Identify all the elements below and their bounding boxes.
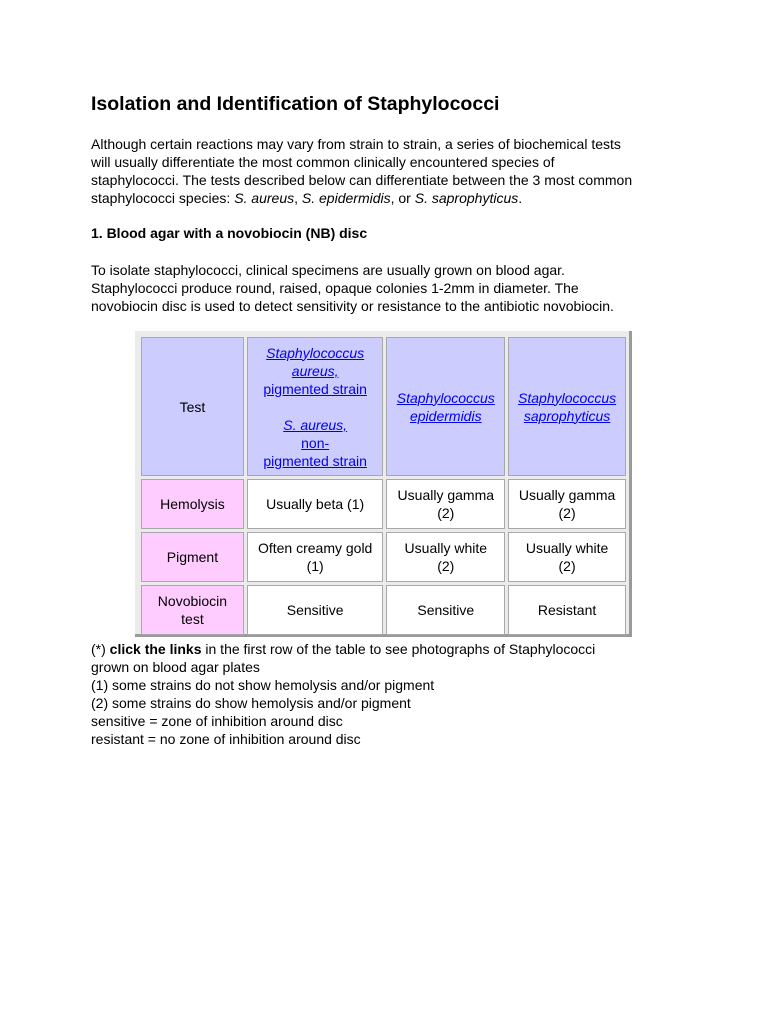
cell-text: Usually white [404, 540, 488, 556]
species-prefix: staphylococci species: [91, 190, 235, 206]
section-heading: 1. Blood agar with a novobiocin (NB) disc [91, 225, 368, 241]
note-click-links [91, 640, 595, 658]
isolation-paragraph [91, 261, 614, 315]
note-line: resistant = no zone of inhibition around disc [91, 731, 361, 747]
table-cell [386, 532, 505, 582]
row-label-text: Pigment [166, 549, 219, 565]
table-row [141, 479, 626, 529]
row-label [141, 532, 244, 582]
row-label-text: Hemolysis [160, 496, 225, 512]
row-label-text: test [181, 611, 204, 627]
intro-line-species [91, 189, 632, 207]
species-epidermidis: S. epidermidis [301, 190, 391, 206]
header-test [141, 337, 244, 476]
note-line: grown on blood agar plates [91, 659, 260, 675]
intro-line: will usually differentiate the most common clinically encountered species of [91, 154, 555, 170]
header-test-label: Test [179, 398, 206, 415]
note-line: (1) some strains do not show hemolysis and/or pigment [91, 677, 435, 693]
link-aureus-pigmented-strain[interactable] [248, 380, 383, 398]
note-line: sensitive = zone of inhibition around disc [91, 713, 343, 729]
notes-paragraph [91, 640, 595, 748]
cell-text: Usually gamma [518, 487, 616, 503]
link-text: Staphylococcus [266, 344, 365, 361]
results-table-frame [135, 331, 632, 637]
link-text: aureus, [291, 362, 339, 379]
cell-text: Resistant [537, 602, 597, 618]
header-aureus [247, 337, 384, 476]
page-title: Isolation and Identification of Staphylococci [91, 93, 500, 115]
table-row [141, 585, 626, 635]
cell-text: Often creamy gold [257, 540, 373, 556]
row-label [141, 585, 244, 635]
species-separator: , or [390, 190, 415, 206]
cell-text: (1) [306, 558, 324, 574]
cell-text: (2) [558, 505, 576, 521]
link-text: S. aureus, [283, 416, 348, 433]
table-cell [386, 479, 505, 529]
species-saprophyticus: S. saprophyticus [414, 190, 519, 206]
cell-text: Usually gamma [397, 487, 495, 503]
isolation-line: Staphylococci produce round, raised, opaque colonies 1-2mm in diameter. The [91, 280, 579, 296]
species-separator: , [294, 190, 302, 206]
species-aureus: S. aureus [234, 190, 295, 206]
cell-text: (2) [437, 558, 455, 574]
table-cell [247, 479, 384, 529]
link-text: epidermidis [409, 407, 482, 424]
cell-text: Usually white [525, 540, 609, 556]
results-table [138, 334, 629, 638]
table-cell [386, 585, 505, 635]
link-epidermidis[interactable] [387, 389, 504, 425]
link-text: pigmented strain [263, 380, 367, 397]
table-cell [508, 479, 626, 529]
isolation-line: To isolate staphylococci, clinical specimens are usually grown on blood agar. [91, 262, 565, 278]
cell-text: Sensitive [286, 602, 344, 618]
note-bold: click the links [109, 641, 202, 657]
spacer [248, 398, 383, 416]
link-text: non- [301, 434, 330, 451]
table-header-row [141, 337, 626, 476]
intro-line: Although certain reactions may vary from strain to strain, a series of biochemical tests [91, 136, 621, 152]
table-cell [247, 585, 384, 635]
table-cell [508, 585, 626, 635]
table-row [141, 532, 626, 582]
link-aureus-pigmented[interactable] [248, 344, 383, 380]
note-line: (2) some strains do show hemolysis and/or pigment [91, 695, 411, 711]
intro-paragraph [91, 135, 632, 207]
table-cell [247, 532, 384, 582]
link-saprophyticus[interactable] [509, 389, 625, 425]
cell-text: Sensitive [417, 602, 475, 618]
link-text: pigmented strain [263, 452, 367, 469]
header-saprophyticus [508, 337, 626, 476]
isolation-line: novobiocin disc is used to detect sensitivity or resistance to the antibiotic novobiocin. [91, 298, 614, 314]
species-end: . [518, 190, 523, 206]
link-text: Staphylococcus [518, 389, 617, 406]
table-cell [508, 532, 626, 582]
cell-text: Usually beta (1) [266, 496, 365, 512]
note-rest: in the first row of the table to see photographs of Staphylococci [201, 641, 596, 657]
row-label [141, 479, 244, 529]
note-prefix: (*) [91, 641, 110, 657]
link-text: Staphylococcus [396, 389, 495, 406]
cell-text: (2) [437, 505, 455, 521]
link-aureus-nonpigmented[interactable] [248, 416, 383, 434]
cell-text: (2) [558, 558, 576, 574]
link-text: saprophyticus [523, 407, 611, 424]
row-label-text: Novobiocin [157, 593, 228, 609]
header-epidermidis [386, 337, 505, 476]
intro-line: staphylococci. The tests described below can differentiate between the 3 most common [91, 172, 633, 188]
link-aureus-nonpigmented-strain[interactable] [248, 434, 383, 470]
